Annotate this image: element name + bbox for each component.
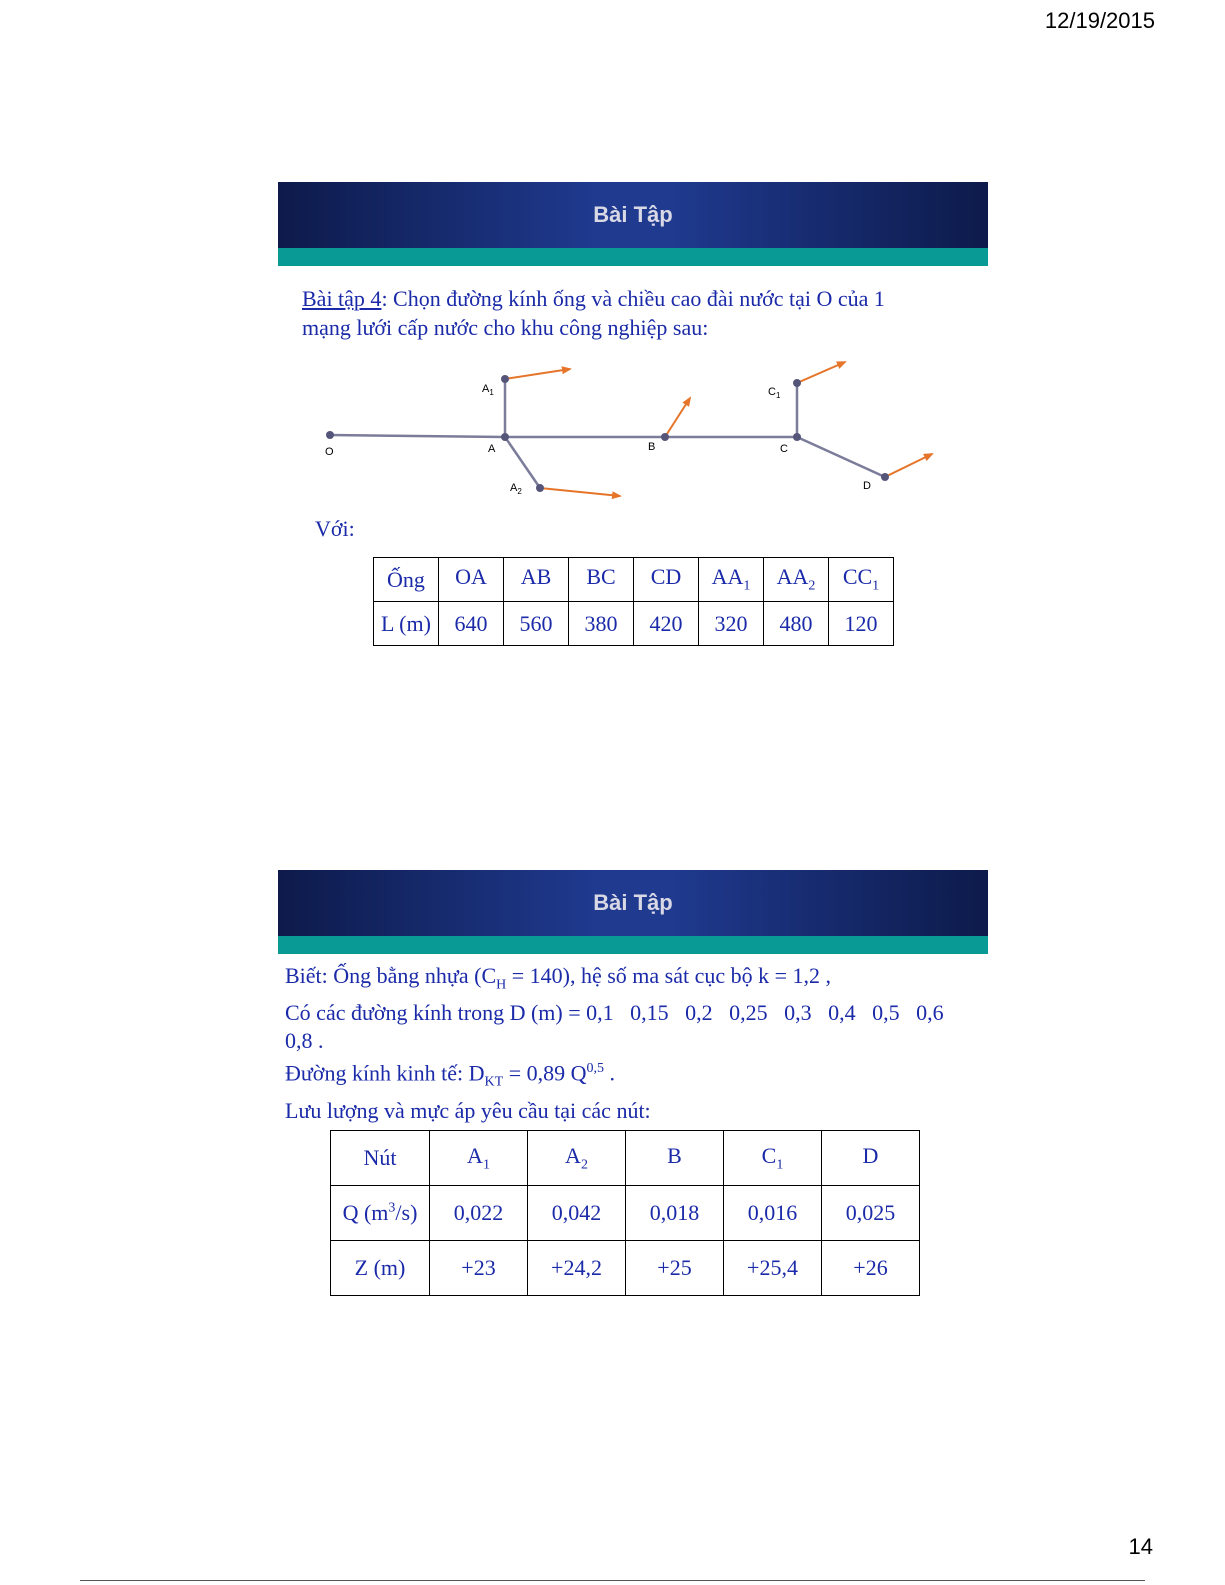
demand-arrow-D bbox=[885, 454, 932, 477]
pipe-name: $AA_2$ bbox=[764, 558, 829, 602]
exercise-label: Bài tập 4 bbox=[302, 286, 382, 311]
node-C bbox=[793, 433, 801, 441]
label-A1: $A_1$ bbox=[482, 383, 494, 397]
pipe-length: 120 bbox=[829, 602, 894, 646]
pipe-length: 380 bbox=[569, 602, 634, 646]
node-name: $A_2$ bbox=[528, 1131, 626, 1186]
label-C: C bbox=[780, 443, 788, 455]
node-O bbox=[326, 431, 334, 439]
pipe-name: BC bbox=[569, 558, 634, 602]
pipe-length-table bbox=[373, 557, 894, 646]
diameters-line: Có các đường kính trong D (m) = 0,1 0,15 0,2 0,25 0,3 0,4 0,5 0,6 bbox=[285, 1000, 944, 1026]
economic-diameter-line: Đường kính kinh tế: $D_{KT} = 0,89$ Q$^{0,5}$ . bbox=[285, 1060, 616, 1091]
node-A1 bbox=[501, 375, 509, 383]
node-header-label: Nút bbox=[331, 1131, 430, 1186]
pipe-AA2 bbox=[505, 437, 540, 488]
slide-2 bbox=[278, 870, 988, 954]
intro-line-2: mạng lưới cấp nước cho khu công nghiệp sau: bbox=[302, 315, 709, 340]
node-flow: 0,025 bbox=[822, 1186, 920, 1241]
pipe-network-diagram bbox=[300, 350, 960, 510]
label-D: D bbox=[863, 480, 871, 492]
node-D bbox=[881, 473, 889, 481]
label-A2: $A_2$ bbox=[510, 482, 522, 496]
node-name: B bbox=[626, 1131, 724, 1186]
intro-line-1: : Chọn đường kính ống và chiều cao đài nước tại O của 1 bbox=[381, 286, 885, 311]
node-demand-table bbox=[330, 1130, 920, 1296]
node-A bbox=[501, 433, 509, 441]
node-head: +26 bbox=[822, 1241, 920, 1296]
pipe-length: 480 bbox=[764, 602, 829, 646]
node-name: $C_1$ bbox=[724, 1131, 822, 1186]
node-flow: 0,018 bbox=[626, 1186, 724, 1241]
slide-1-intro bbox=[302, 284, 962, 342]
flow-row-label: Q $(m^3/s)$ bbox=[331, 1186, 430, 1241]
slide-2-title: Bài Tập bbox=[593, 890, 673, 915]
node-A2 bbox=[536, 484, 544, 492]
node-B bbox=[661, 433, 669, 441]
node-flow: 0,042 bbox=[528, 1186, 626, 1241]
node-flow: 0,022 bbox=[430, 1186, 528, 1241]
with-label: Với: bbox=[315, 516, 355, 541]
node-flow: 0,016 bbox=[724, 1186, 822, 1241]
slide-1-banner bbox=[278, 182, 988, 248]
node-C1 bbox=[793, 379, 801, 387]
slide-1-teal-bar bbox=[278, 248, 988, 266]
label-O: O bbox=[325, 446, 334, 458]
flow-row bbox=[331, 1186, 920, 1241]
head-row-label: Z (m) bbox=[331, 1241, 430, 1296]
pipe-length: 420 bbox=[634, 602, 699, 646]
label-A: A bbox=[488, 443, 496, 455]
pipe-name: OA bbox=[439, 558, 504, 602]
node-head: +25,4 bbox=[724, 1241, 822, 1296]
slide-1-title: Bài Tập bbox=[593, 202, 673, 227]
slide-2-banner bbox=[278, 870, 988, 936]
node-name: $A_1$ bbox=[430, 1131, 528, 1186]
pipe-name: $AA_1$ bbox=[699, 558, 764, 602]
head-row bbox=[331, 1241, 920, 1296]
node-head: +23 bbox=[430, 1241, 528, 1296]
slide-2-teal-bar bbox=[278, 936, 988, 954]
pipe-length: 640 bbox=[439, 602, 504, 646]
length-row bbox=[374, 602, 894, 646]
pipe-row-label: Ống bbox=[374, 558, 439, 602]
demand-arrow-B bbox=[665, 398, 690, 437]
node-header-row bbox=[331, 1131, 920, 1186]
demand-arrow-A2 bbox=[540, 488, 620, 496]
pipe-name: AB bbox=[504, 558, 569, 602]
page-date: 12/19/2015 bbox=[1044, 8, 1155, 33]
bottom-rule bbox=[80, 1580, 1145, 1581]
node-head: +25 bbox=[626, 1241, 724, 1296]
pipe-length: 320 bbox=[699, 602, 764, 646]
pipe-OA bbox=[330, 435, 505, 437]
slide-2-text bbox=[285, 962, 985, 1125]
label-C1: $C_1$ bbox=[768, 386, 781, 400]
pipe-length: 560 bbox=[504, 602, 569, 646]
pipe-name: CD bbox=[634, 558, 699, 602]
slide-1 bbox=[278, 182, 988, 266]
demand-arrow-C1 bbox=[797, 362, 845, 383]
diameters-line-cont: 0,8 . bbox=[285, 1028, 324, 1054]
page-number: 14 bbox=[1128, 1534, 1153, 1559]
length-row-label: L (m) bbox=[374, 602, 439, 646]
pipe-row bbox=[374, 558, 894, 602]
node-head: +24,2 bbox=[528, 1241, 626, 1296]
label-B: B bbox=[648, 441, 656, 453]
demand-arrow-A1 bbox=[505, 369, 570, 379]
pipe-CD bbox=[797, 437, 885, 477]
material-line: Biết: Ống bằng nhựa $(C_H = 140)$, hệ số ma sát cục bộ k = 1,2 , bbox=[285, 963, 832, 993]
demand-line: Lưu lượng và mực áp yêu cầu tại các nút: bbox=[285, 1098, 651, 1124]
pipe-name: $CC_1$ bbox=[829, 558, 894, 602]
node-name: D bbox=[822, 1131, 920, 1186]
